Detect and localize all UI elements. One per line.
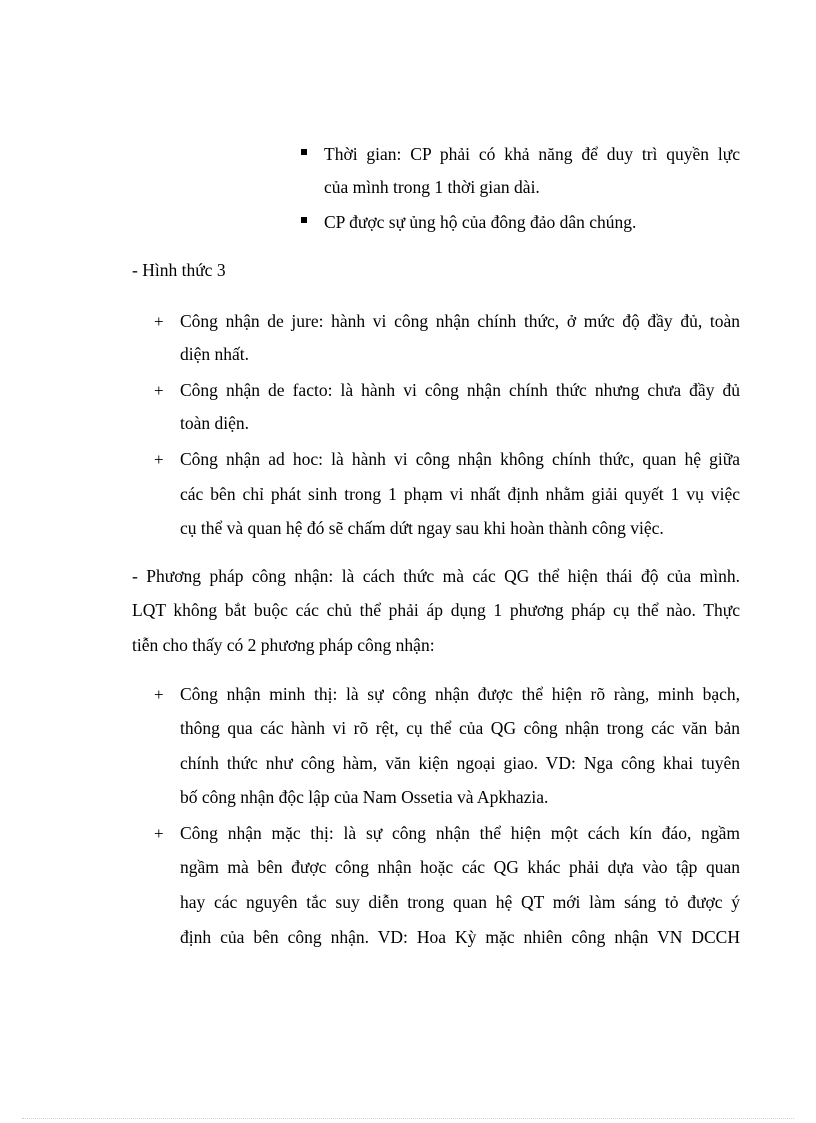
list-item-line: Công nhận de jure: hành vi công nhận chính thức, ở mức độ đầy đủ, toàn [180,311,740,331]
list-item-line: Công nhận de facto: là hành vi công nhận chính thức nhưng chưa đầy đủ [180,380,740,400]
paragraph-line: LQT không bắt buộc các chủ thể phải áp dụng 1 phương pháp cụ thể nào. Thực [132,600,740,620]
list-item-line: chính thức như công hàm, văn kiện ngoại giao. VD: Nga công khai tuyên [180,753,740,773]
list-item-line: định của bên công nhận. VD: Hoa Kỳ mặc nhiên công nhận VN DCCH [180,927,740,947]
list-item-line: ngầm mà bên được công nhận hoặc các QG khác phải dựa vào tập quan [180,857,740,877]
list-item-line: hay các nguyên tắc suy diễn trong quan hệ QT mới làm sáng tỏ được ý [180,892,740,912]
list-item-line: Công nhận mặc thị: là sự công nhận thể hiện một cách kín đáo, ngầm [180,823,740,843]
section-heading: - Hình thức 3 [132,260,226,280]
list-item-line: toàn diện. [180,413,250,433]
paragraph-line: tiễn cho thấy có 2 phương pháp công nhận: [132,635,435,655]
page-bottom-rule [22,1118,794,1119]
bullet-line: của mình trong 1 thời gian dài. [324,177,540,197]
plus-bullet-icon: + [154,685,164,704]
list-item-line: bố công nhận độc lập của Nam Ossetia và Apkhazia. [180,787,549,807]
list-item-line: Công nhận ad hoc: là hành vi công nhận không chính thức, quan hệ giữa [180,449,740,469]
plus-bullet-icon: + [154,312,164,331]
list-item-line: các bên chỉ phát sinh trong 1 phạm vi nhất định nhằm giải quyết 1 vụ việc [180,484,740,504]
list-item-line: diện nhất. [180,344,250,364]
bullet-line: CP được sự ủng hộ của đông đảo dân chúng. [324,212,637,232]
bullet-line: Thời gian: CP phải có khả năng để duy trì quyền lực [324,144,740,164]
plus-bullet-icon: + [154,381,164,400]
list-item-line: thông qua các hành vi rõ rệt, cụ thể của QG công nhận trong các văn bản [180,718,740,738]
paragraph-line: - Phương pháp công nhận: là cách thức mà các QG thể hiện thái độ của mình. [132,566,740,586]
square-bullet-icon [301,217,307,223]
plus-bullet-icon: + [154,824,164,843]
plus-bullet-icon: + [154,450,164,469]
square-bullet-icon [301,149,307,155]
list-item-line: cụ thể và quan hệ đó sẽ chấm dứt ngay sau khi hoàn thành công việc. [180,518,664,538]
list-item-line: Công nhận minh thị: là sự công nhận được thể hiện rõ ràng, minh bạch, [180,684,740,704]
